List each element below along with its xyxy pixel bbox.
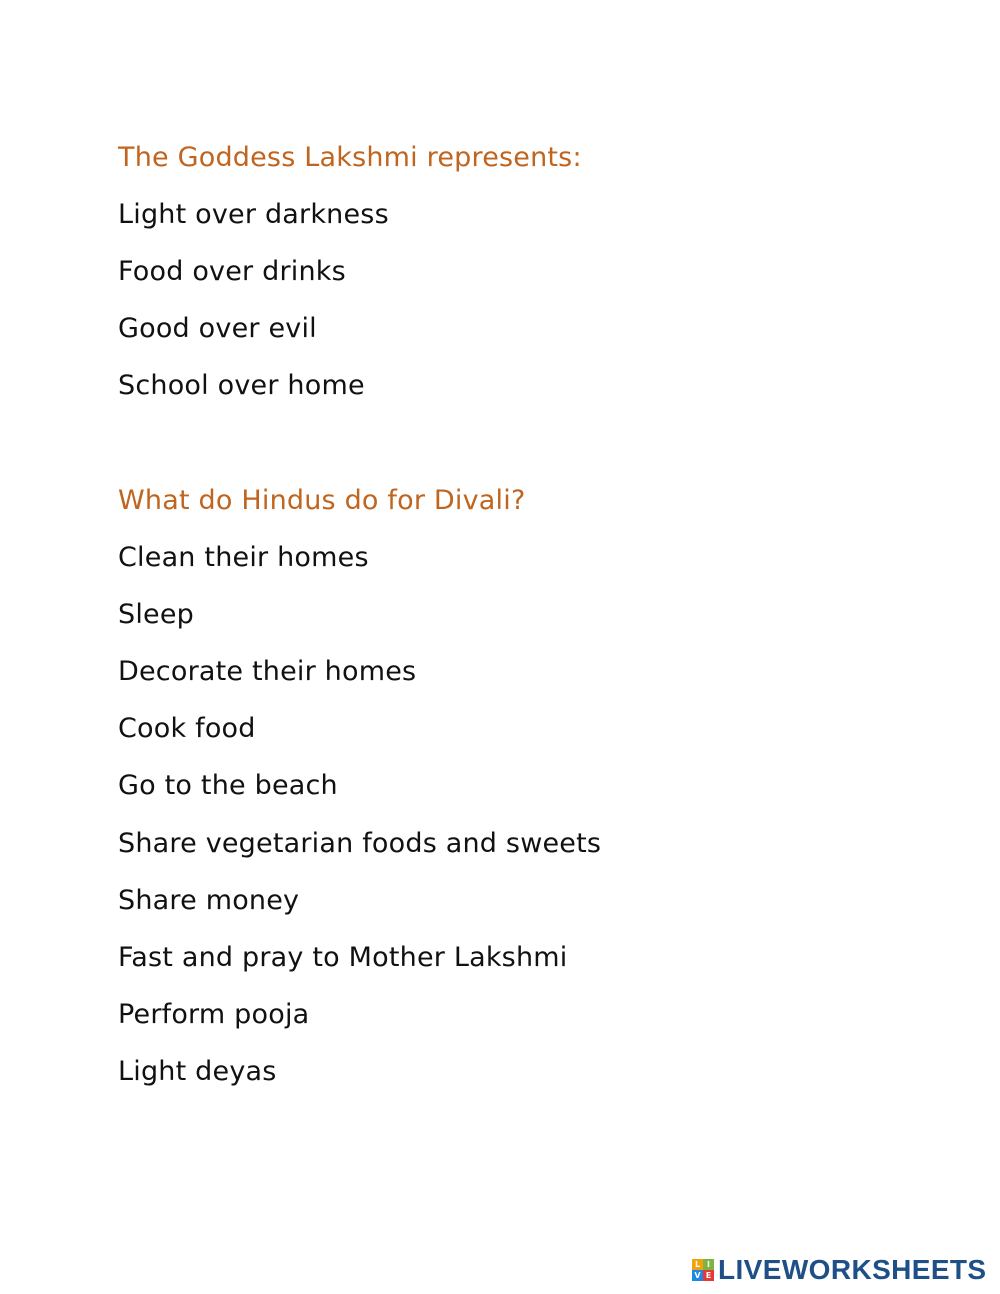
q2-option-9[interactable]: Perform pooja [118,999,310,1030]
question-2-prompt: What do Hindus do for Divali? [118,485,526,516]
logo-letter-v: V [692,1270,703,1281]
brand-name: LIVEWORKSHEETS [718,1254,987,1285]
live-logo-icon [692,1259,714,1281]
logo-letter-e: E [703,1270,714,1281]
q2-option-6[interactable]: Share vegetarian foods and sweets [118,828,602,859]
q2-option-5[interactable]: Go to the beach [118,770,338,801]
logo-letter-l: L [692,1259,703,1270]
q2-option-3[interactable]: Decorate their homes [118,656,417,687]
q2-option-10[interactable]: Light deyas [118,1056,277,1087]
q1-option-1[interactable]: Light over darkness [118,199,389,230]
q1-option-2[interactable]: Food over drinks [118,256,346,287]
q2-option-8[interactable]: Fast and pray to Mother Lakshmi [118,942,568,973]
q2-option-1[interactable]: Clean their homes [118,542,369,573]
liveworksheets-logo [692,1253,987,1287]
q1-option-3[interactable]: Good over evil [118,313,317,344]
q1-option-4[interactable]: School over home [118,370,365,401]
q2-option-7[interactable]: Share money [118,885,300,916]
q2-option-4[interactable]: Cook food [118,713,256,744]
question-1-prompt: The Goddess Lakshmi represents: [118,142,582,173]
logo-letter-i: I [703,1259,714,1270]
q2-option-2[interactable]: Sleep [118,599,195,630]
